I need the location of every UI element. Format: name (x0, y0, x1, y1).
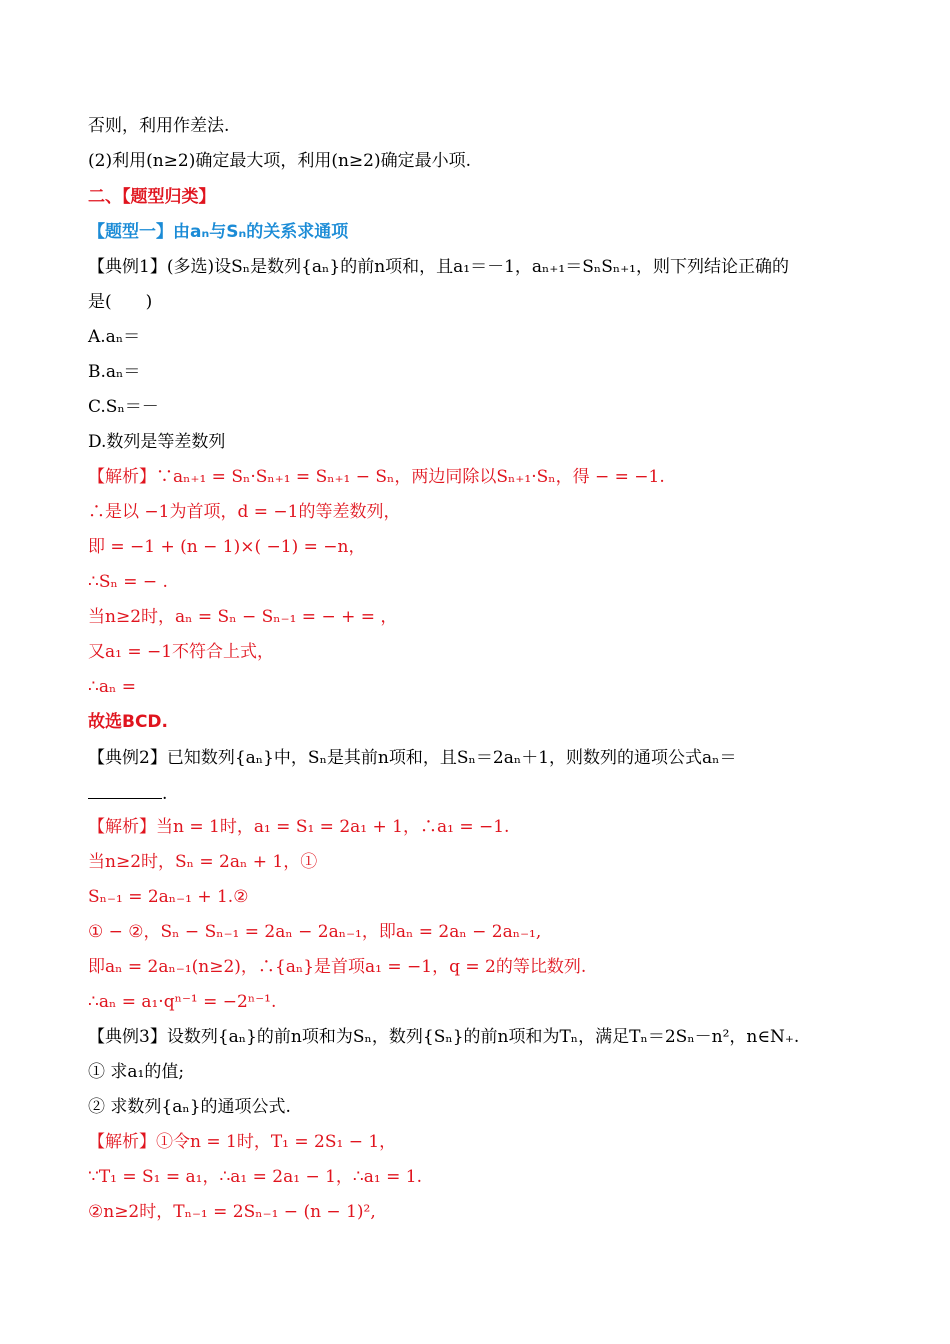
solution-line: ① − ②，Sₙ − Sₙ₋₁ = 2aₙ − 2aₙ₋₁，即aₙ = 2aₙ − 2aₙ₋₁, (88, 922, 542, 942)
solution-line: 又a₁ = −1不符合上式， (88, 642, 275, 662)
solution-line: ∵T₁ = S₁ = a₁，∴a₁ = 2a₁ − 1，∴a₁ = 1. (88, 1167, 422, 1187)
solution-line: ∴Sₙ = − . (88, 572, 168, 592)
answer-line: 故选BCD. (88, 712, 169, 732)
answer-blank (88, 782, 162, 799)
solution-line: 当n≥2时，Sₙ = 2aₙ + 1，① (88, 852, 318, 872)
solution-line: 当n≥2时，aₙ = Sₙ − Sₙ₋₁ = − + = ， (88, 607, 398, 627)
solution-line: ②n≥2时，Tₙ₋₁ = 2Sₙ₋₁ − (n − 1)², (88, 1202, 376, 1222)
solution-line: ∴aₙ = (88, 677, 136, 697)
option-b: B.aₙ＝ (88, 362, 141, 382)
option-a: A.aₙ＝ (88, 327, 141, 347)
example-1-question: 【典例1】(多选)设Sₙ是数列{aₙ}的前n项和，且a₁＝－1，aₙ₊₁＝SₙSₙ₊₁，则下列结论正确的 (88, 257, 789, 277)
solution-line: ∴是以 −1为首项，d = −1的等差数列， (88, 502, 401, 522)
solution-line: ∴aₙ = a₁·qⁿ⁻¹ = −2ⁿ⁻¹. (88, 992, 277, 1012)
option-d: D.数列是等差数列 (88, 432, 226, 452)
example-3-part-2: ② 求数列{aₙ}的通项公式. (88, 1097, 291, 1117)
text-line: 否则，利用作差法. (88, 116, 230, 136)
solution-line: 【解析】∵aₙ₊₁ = Sₙ·Sₙ₊₁ = Sₙ₊₁ − Sₙ，两边同除以Sₙ₊₁·Sₙ，得 − = −1. (88, 467, 665, 487)
solution-line: Sₙ₋₁ = 2aₙ₋₁ + 1.② (88, 887, 249, 907)
text-line: (2)利用(n≥2)确定最大项，利用(n≥2)确定最小项. (88, 151, 472, 171)
solution-line: 【解析】①令n = 1时，T₁ = 2S₁ − 1， (88, 1132, 397, 1152)
option-c: C.Sₙ＝－ (88, 397, 159, 417)
solution-line: 【解析】当n = 1时，a₁ = S₁ = 2a₁ + 1，∴a₁ = −1. (88, 817, 510, 837)
example-2-question-cont: . (88, 782, 868, 806)
example-1-question-cont: 是( ) (88, 292, 153, 312)
section-heading: 二、【题型归类】 (88, 187, 216, 207)
example-2-question: 【典例2】已知数列{aₙ}中，Sₙ是其前n项和，且Sₙ＝2aₙ＋1，则数列的通项公式aₙ＝ (88, 748, 737, 768)
topic-heading: 【题型一】由aₙ与Sₙ的关系求通项 (88, 222, 349, 242)
solution-line: 即aₙ = 2aₙ₋₁(n≥2)，∴{aₙ}是首项a₁ = −1，q = 2的等比数列. (88, 957, 587, 977)
example-3-question: 【典例3】设数列{aₙ}的前n项和为Sₙ，数列{Sₙ}的前n项和为Tₙ，满足Tₙ＝2Sₙ－n²，n∈N₊. (88, 1027, 800, 1047)
solution-line: 即 = −1 + (n − 1)×( −1) = −n， (88, 537, 366, 557)
example-3-part-1: ① 求a₁的值; (88, 1062, 185, 1082)
